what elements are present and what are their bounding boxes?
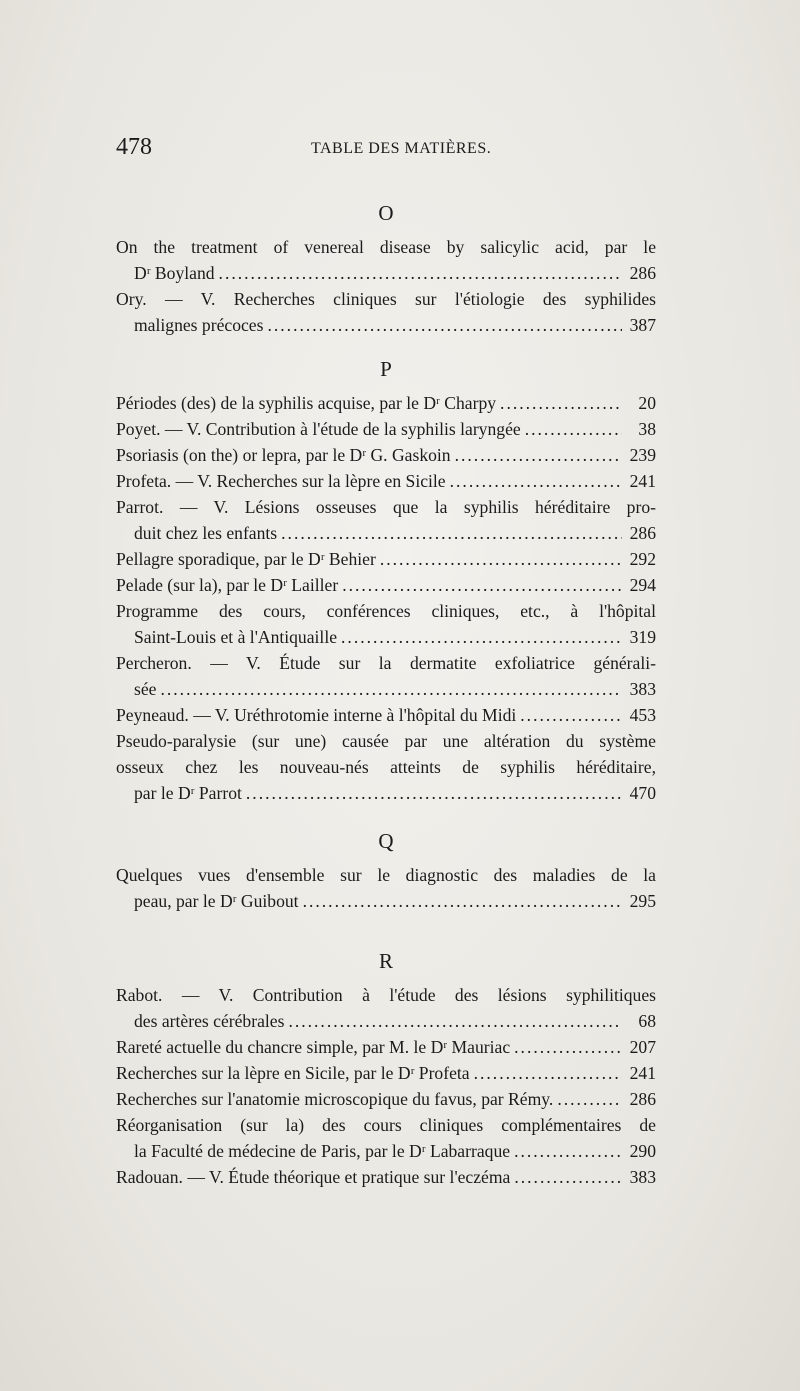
index-entry <box>116 1060 656 1086</box>
index-entry <box>116 598 656 650</box>
entry-page-number: 241 <box>629 1063 656 1083</box>
section-p <box>116 352 656 806</box>
dot-leader <box>342 572 622 598</box>
entry-text-line: Profeta. — V. Recherches sur la lèpre en Sicile <box>116 471 446 491</box>
entry-page-number: 387 <box>629 315 656 335</box>
entry-text-line: Programme des cours, conférences cliniques, etc., à l'hôpital <box>116 601 656 621</box>
entry-text-line: Percheron. — V. Étude sur la dermatite exfoliatrice générali- <box>116 653 656 673</box>
entry-page-number: 286 <box>629 1089 656 1109</box>
entry-text-line: malignes précoces <box>134 315 264 335</box>
dot-leader <box>281 520 622 546</box>
index-entry <box>116 468 656 494</box>
section-letter: O <box>378 201 394 225</box>
entry-text-line: Pelade (sur la), par le Dʳ Lailler <box>116 575 339 595</box>
entry-text-line: peau, par le Dʳ Guibout <box>134 891 299 911</box>
index-entry <box>116 1086 656 1112</box>
dot-leader <box>219 260 622 286</box>
index-entry <box>116 494 656 546</box>
dot-leader <box>380 546 622 572</box>
entry-text-line: Parrot. — V. Lésions osseuses que la syphilis héréditaire pro- <box>116 497 656 517</box>
entry-text-line: Peyneaud. — V. Uréthrotomie interne à l'hôpital du Midi <box>116 705 517 725</box>
dot-leader <box>514 1164 622 1190</box>
entry-page-number: 470 <box>629 783 656 803</box>
dot-leader <box>514 1138 622 1164</box>
index-entry <box>116 702 656 728</box>
dot-leader <box>474 1060 622 1086</box>
index-entry <box>116 234 656 286</box>
section-o <box>116 196 656 338</box>
entry-text-line: Saint-Louis et à l'Antiquaille <box>134 627 338 647</box>
entry-text-line: Quelques vues d'ensemble sur le diagnostic des maladies de la <box>116 865 656 885</box>
entry-text-line: Périodes (des) de la syphilis acquise, par le Dʳ Charpy <box>116 393 497 413</box>
dot-leader <box>514 1034 622 1060</box>
index-entry <box>116 728 656 806</box>
entry-text-line: Poyet. — V. Contribution à l'étude de la syphilis laryngée <box>116 419 521 439</box>
entry-text-line: Pellagre sporadique, par le Dʳ Behier <box>116 549 376 569</box>
dot-leader <box>303 888 622 914</box>
dot-leader <box>455 442 622 468</box>
dot-leader <box>288 1008 622 1034</box>
entry-page-number: 295 <box>629 891 656 911</box>
entry-page-number: 292 <box>629 549 656 569</box>
entry-page-number: 239 <box>629 445 656 465</box>
index-entry <box>116 546 656 572</box>
dot-leader <box>341 624 622 650</box>
dot-leader <box>450 468 622 494</box>
running-title: TABLE DES MATIÈRES. <box>311 140 492 157</box>
entry-text-line: Dʳ Boyland <box>134 263 215 283</box>
entry-text-line: des artères cérébrales <box>134 1011 285 1031</box>
dot-leader <box>557 1086 622 1112</box>
index-entry <box>116 572 656 598</box>
index-entry <box>116 650 656 702</box>
entry-text-line: Psoriasis (on the) or lepra, par le Dʳ G. Gaskoin <box>116 445 451 465</box>
entry-text-line: Pseudo-paralysie (sur une) causée par une altération du système <box>116 731 656 751</box>
section-letter: Q <box>378 829 394 853</box>
section-letter: P <box>380 357 392 381</box>
entry-text-line: Rareté actuelle du chancre simple, par M. le Dʳ Mauriac <box>116 1037 511 1057</box>
dot-leader <box>246 780 622 806</box>
entry-page-number: 294 <box>629 575 656 595</box>
entry-text-line: osseux chez les nouveau-nés atteints de syphilis héréditaire, <box>116 757 656 777</box>
section-q <box>116 824 656 914</box>
entry-text-line: Rabot. — V. Contribution à l'étude des lésions syphilitiques <box>116 985 656 1005</box>
entry-page-number: 38 <box>638 419 656 439</box>
entry-text-line: On the treatment of venereal disease by salicylic acid, par le <box>116 237 656 257</box>
entry-page-number: 286 <box>629 263 656 283</box>
entry-text-line: duit chez les enfants <box>134 523 278 543</box>
index-entry <box>116 862 656 914</box>
dot-leader <box>267 312 622 338</box>
entry-text-line: Recherches sur la lèpre en Sicile, par le Dʳ Profeta <box>116 1063 470 1083</box>
entry-text-line: Recherches sur l'anatomie microscopique du favus, par Rémy. <box>116 1089 554 1109</box>
dot-leader <box>160 676 622 702</box>
entry-text-line: Ory. — V. Recherches cliniques sur l'étiologie des syphilides <box>116 289 656 309</box>
entry-page-number: 383 <box>629 1167 656 1187</box>
dot-leader <box>500 390 622 416</box>
entry-text-line: par le Dʳ Parrot <box>134 783 242 803</box>
table-of-contents <box>116 196 656 1190</box>
index-entry <box>116 1164 656 1190</box>
index-entry <box>116 286 656 338</box>
entry-page-number: 241 <box>629 471 656 491</box>
entry-page-number: 20 <box>638 393 656 413</box>
entry-text-line: Réorganisation (sur la) des cours cliniques complémentaires de <box>116 1115 656 1135</box>
index-entry <box>116 982 656 1034</box>
index-entry <box>116 416 656 442</box>
entry-page-number: 383 <box>629 679 656 699</box>
entry-page-number: 453 <box>629 705 656 725</box>
entry-text-line: Radouan. — V. Étude théorique et pratique sur l'eczéma <box>116 1167 511 1187</box>
entry-page-number: 207 <box>629 1037 656 1057</box>
dot-leader <box>525 416 622 442</box>
section-r <box>116 944 656 1190</box>
section-letter: R <box>378 949 393 973</box>
entry-text-line: sée <box>134 679 157 699</box>
entry-page-number: 286 <box>629 523 656 543</box>
entry-page-number: 319 <box>629 627 656 647</box>
index-entry <box>116 390 656 416</box>
index-entry <box>116 1112 656 1164</box>
page-header <box>116 134 656 164</box>
index-entry <box>116 442 656 468</box>
entry-page-number: 290 <box>629 1141 656 1161</box>
index-entry <box>116 1034 656 1060</box>
entry-text-line: la Faculté de médecine de Paris, par le Dʳ Labarraque <box>134 1141 511 1161</box>
entry-page-number: 68 <box>638 1011 656 1031</box>
page-number: 478 <box>116 134 152 160</box>
dot-leader <box>520 702 622 728</box>
